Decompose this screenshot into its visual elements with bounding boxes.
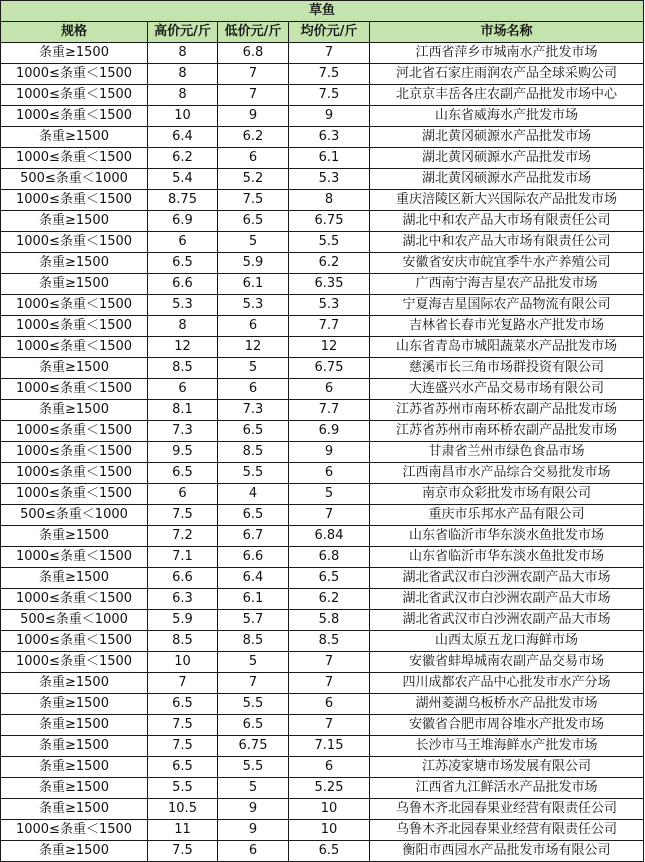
cell-spec: 1000≤条重＜1500 — [1, 631, 148, 652]
cell-avg-price: 8.5 — [289, 631, 370, 652]
cell-market-name: 湖北黄冈硕源水产品批发市场 — [370, 169, 644, 190]
table-row — [1, 652, 644, 673]
table-row — [1, 148, 644, 169]
cell-low-price: 7.3 — [218, 400, 289, 421]
cell-market-name: 山东省临沂市华东淡水鱼批发市场 — [370, 526, 644, 547]
cell-avg-price: 10 — [289, 820, 370, 841]
cell-high-price: 6 — [148, 379, 218, 400]
cell-market-name: 南京市众彩批发市场有限公司 — [370, 484, 644, 505]
table-title: 草鱼 — [1, 1, 644, 22]
cell-market-name: 乌鲁木齐北园春果业经营有限责任公司 — [370, 799, 644, 820]
cell-spec: 1000≤条重＜1500 — [1, 337, 148, 358]
cell-avg-price: 7.7 — [289, 400, 370, 421]
cell-high-price: 8.5 — [148, 631, 218, 652]
cell-high-price: 5.5 — [148, 778, 218, 799]
cell-spec: 1000≤条重＜1500 — [1, 589, 148, 610]
table-row — [1, 463, 644, 484]
cell-spec: 1000≤条重＜1500 — [1, 232, 148, 253]
cell-spec: 1000≤条重＜1500 — [1, 190, 148, 211]
cell-market-name: 北京京丰岳各庄农副产品批发市场中心 — [370, 85, 644, 106]
cell-market-name: 吉林省长春市光复路水产批发市场 — [370, 316, 644, 337]
cell-avg-price: 7 — [289, 43, 370, 64]
cell-avg-price: 7 — [289, 652, 370, 673]
cell-spec: 条重≥1500 — [1, 568, 148, 589]
cell-high-price: 8 — [148, 85, 218, 106]
cell-low-price: 5.5 — [218, 757, 289, 778]
cell-high-price: 8 — [148, 316, 218, 337]
cell-spec: 条重≥1500 — [1, 526, 148, 547]
cell-low-price: 7.5 — [218, 190, 289, 211]
cell-spec: 条重≥1500 — [1, 43, 148, 64]
table-row — [1, 232, 644, 253]
cell-market-name: 湖北中和农产品大市场有限责任公司 — [370, 232, 644, 253]
cell-spec: 条重≥1500 — [1, 715, 148, 736]
table-row — [1, 316, 644, 337]
cell-spec: 1000≤条重＜1500 — [1, 820, 148, 841]
cell-spec: 1000≤条重＜1500 — [1, 148, 148, 169]
cell-avg-price: 6.9 — [289, 421, 370, 442]
cell-market-name: 湖州菱湖乌板桥水产品批发市场 — [370, 694, 644, 715]
table-row — [1, 400, 644, 421]
cell-low-price: 6.5 — [218, 211, 289, 232]
cell-high-price: 7.3 — [148, 421, 218, 442]
cell-market-name: 江西省九江鲜活水产品批发市场 — [370, 778, 644, 799]
cell-low-price: 6 — [218, 379, 289, 400]
cell-avg-price: 6.84 — [289, 526, 370, 547]
table-row — [1, 211, 644, 232]
cell-market-name: 山东省临沂市华东淡水鱼批发市场 — [370, 547, 644, 568]
cell-high-price: 5.4 — [148, 169, 218, 190]
cell-market-name: 江西省萍乡市城南水产批发市场 — [370, 43, 644, 64]
cell-avg-price: 6 — [289, 379, 370, 400]
cell-market-name: 山东省青岛市城阳蔬菜水产品批发市场 — [370, 337, 644, 358]
cell-spec: 1000≤条重＜1500 — [1, 652, 148, 673]
table-row — [1, 820, 644, 841]
cell-low-price: 7 — [218, 673, 289, 694]
cell-high-price: 8 — [148, 64, 218, 85]
cell-spec: 1000≤条重＜1500 — [1, 85, 148, 106]
cell-spec: 条重≥1500 — [1, 757, 148, 778]
cell-spec: 条重≥1500 — [1, 127, 148, 148]
cell-market-name: 大连盛兴水产品交易市场有限公司 — [370, 379, 644, 400]
cell-high-price: 12 — [148, 337, 218, 358]
table-row — [1, 421, 644, 442]
cell-avg-price: 5.3 — [289, 295, 370, 316]
cell-market-name: 乌鲁木齐北园春果业经营有限责任公司 — [370, 820, 644, 841]
cell-low-price: 6.6 — [218, 547, 289, 568]
cell-high-price: 7.5 — [148, 505, 218, 526]
cell-avg-price: 6.3 — [289, 127, 370, 148]
cell-high-price: 8.75 — [148, 190, 218, 211]
cell-low-price: 5.5 — [218, 463, 289, 484]
cell-low-price: 5 — [218, 232, 289, 253]
cell-low-price: 6.4 — [218, 568, 289, 589]
cell-avg-price: 6 — [289, 463, 370, 484]
table-row — [1, 253, 644, 274]
cell-low-price: 5 — [218, 652, 289, 673]
cell-spec: 500≤条重＜1000 — [1, 610, 148, 631]
cell-avg-price: 6.1 — [289, 148, 370, 169]
cell-high-price: 6.2 — [148, 148, 218, 169]
cell-low-price: 12 — [218, 337, 289, 358]
cell-spec: 条重≥1500 — [1, 778, 148, 799]
table-row — [1, 715, 644, 736]
cell-market-name: 衡阳市西园水产品批发市场有限公司 — [370, 841, 644, 862]
cell-high-price: 6.5 — [148, 694, 218, 715]
cell-high-price: 8.5 — [148, 358, 218, 379]
table-row — [1, 190, 644, 211]
cell-high-price: 6.4 — [148, 127, 218, 148]
cell-low-price: 5.7 — [218, 610, 289, 631]
cell-high-price: 5.3 — [148, 295, 218, 316]
cell-low-price: 6.75 — [218, 736, 289, 757]
cell-high-price: 6.5 — [148, 253, 218, 274]
cell-market-name: 重庆涪陵区新大兴国际农产品批发市场 — [370, 190, 644, 211]
cell-high-price: 8 — [148, 43, 218, 64]
cell-avg-price: 8 — [289, 190, 370, 211]
table-body — [1, 43, 644, 862]
cell-high-price: 7.5 — [148, 715, 218, 736]
cell-high-price: 5.9 — [148, 610, 218, 631]
cell-spec: 条重≥1500 — [1, 253, 148, 274]
cell-avg-price: 6.2 — [289, 253, 370, 274]
cell-avg-price: 6.5 — [289, 841, 370, 862]
table-row — [1, 631, 644, 652]
cell-spec: 条重≥1500 — [1, 736, 148, 757]
cell-spec: 500≤条重＜1000 — [1, 505, 148, 526]
cell-high-price: 6.3 — [148, 589, 218, 610]
cell-low-price: 6.5 — [218, 715, 289, 736]
cell-high-price: 6.6 — [148, 568, 218, 589]
table-row — [1, 778, 644, 799]
cell-spec: 条重≥1500 — [1, 274, 148, 295]
cell-market-name: 四川成都农产品中心批发市水产分场 — [370, 673, 644, 694]
cell-avg-price: 6.75 — [289, 358, 370, 379]
table-row — [1, 505, 644, 526]
cell-market-name: 宁夏海吉星国际农产品物流有限公司 — [370, 295, 644, 316]
cell-avg-price: 7.5 — [289, 64, 370, 85]
table-row — [1, 484, 644, 505]
table-row — [1, 64, 644, 85]
cell-avg-price: 6 — [289, 757, 370, 778]
cell-market-name: 湖北省武汉市白沙洲农副产品大市场 — [370, 589, 644, 610]
cell-spec: 1000≤条重＜1500 — [1, 316, 148, 337]
cell-market-name: 湖北省武汉市白沙洲农副产品大市场 — [370, 568, 644, 589]
cell-market-name: 河北省石家庄雨润农产品全球采购公司 — [370, 64, 644, 85]
cell-spec: 1000≤条重＜1500 — [1, 421, 148, 442]
cell-spec: 条重≥1500 — [1, 799, 148, 820]
cell-market-name: 江西南昌市水产品综合交易批发市场 — [370, 463, 644, 484]
table-row — [1, 442, 644, 463]
cell-avg-price: 5.3 — [289, 169, 370, 190]
table-row — [1, 757, 644, 778]
table-row — [1, 673, 644, 694]
cell-avg-price: 7 — [289, 505, 370, 526]
cell-low-price: 6.8 — [218, 43, 289, 64]
cell-spec: 条重≥1500 — [1, 211, 148, 232]
cell-high-price: 6.5 — [148, 463, 218, 484]
cell-low-price: 6.2 — [218, 127, 289, 148]
cell-avg-price: 6.5 — [289, 568, 370, 589]
cell-market-name: 湖北黄冈硕源水产品批发市场 — [370, 127, 644, 148]
cell-market-name: 安徽省蚌埠城南农副产品交易市场 — [370, 652, 644, 673]
cell-avg-price: 7 — [289, 673, 370, 694]
cell-spec: 1000≤条重＜1500 — [1, 64, 148, 85]
cell-market-name: 安徽省合肥市周谷堆水产批发市场 — [370, 715, 644, 736]
table-row — [1, 43, 644, 64]
table-row — [1, 337, 644, 358]
cell-market-name: 慈溪市长三角市场群投资有限公司 — [370, 358, 644, 379]
cell-market-name: 山东省威海水产批发市场 — [370, 106, 644, 127]
column-header-spec: 规格 — [1, 22, 148, 43]
cell-avg-price: 5 — [289, 484, 370, 505]
cell-market-name: 广西南宁海吉星农产品批发市场 — [370, 274, 644, 295]
table-row — [1, 736, 644, 757]
cell-low-price: 4 — [218, 484, 289, 505]
table-row — [1, 841, 644, 862]
cell-spec: 1000≤条重＜1500 — [1, 484, 148, 505]
cell-avg-price: 5.8 — [289, 610, 370, 631]
column-header-market-name: 市场名称 — [370, 22, 644, 43]
column-header-avg-price: 均价元/斤 — [289, 22, 370, 43]
cell-spec: 条重≥1500 — [1, 400, 148, 421]
cell-low-price: 5 — [218, 778, 289, 799]
cell-high-price: 6 — [148, 232, 218, 253]
cell-high-price: 6.5 — [148, 757, 218, 778]
cell-market-name: 安徽省安庆市皖宜季牛水产养殖公司 — [370, 253, 644, 274]
table-row — [1, 85, 644, 106]
cell-market-name: 重庆市乐邦水产品有限公司 — [370, 505, 644, 526]
table-header — [1, 1, 644, 43]
cell-low-price: 6.5 — [218, 421, 289, 442]
cell-market-name: 湖北省武汉市白沙洲农副产品大市场 — [370, 610, 644, 631]
cell-spec: 1000≤条重＜1500 — [1, 463, 148, 484]
cell-low-price: 5.3 — [218, 295, 289, 316]
table-row — [1, 127, 644, 148]
cell-avg-price: 12 — [289, 337, 370, 358]
cell-high-price: 7.5 — [148, 841, 218, 862]
cell-market-name: 长沙市马王堆海鲜水产批发市场 — [370, 736, 644, 757]
cell-market-name: 甘肃省兰州市绿色食品市场 — [370, 442, 644, 463]
table-row — [1, 694, 644, 715]
cell-avg-price: 6.8 — [289, 547, 370, 568]
cell-spec: 500≤条重＜1000 — [1, 169, 148, 190]
cell-spec: 条重≥1500 — [1, 358, 148, 379]
column-header-row — [1, 22, 644, 43]
cell-high-price: 6 — [148, 484, 218, 505]
cell-high-price: 10 — [148, 652, 218, 673]
cell-spec: 1000≤条重＜1500 — [1, 106, 148, 127]
cell-avg-price: 5.25 — [289, 778, 370, 799]
cell-avg-price: 7.5 — [289, 85, 370, 106]
table-row — [1, 610, 644, 631]
cell-high-price: 10.5 — [148, 799, 218, 820]
cell-low-price: 5.2 — [218, 169, 289, 190]
cell-market-name: 江苏凌家塘市场发展有限公司 — [370, 757, 644, 778]
cell-low-price: 9 — [218, 799, 289, 820]
column-header-low-price: 低价元/斤 — [218, 22, 289, 43]
cell-low-price: 9 — [218, 820, 289, 841]
cell-avg-price: 6.35 — [289, 274, 370, 295]
cell-low-price: 6.1 — [218, 589, 289, 610]
cell-high-price: 7.2 — [148, 526, 218, 547]
table-row — [1, 379, 644, 400]
table-row — [1, 169, 644, 190]
cell-spec: 1000≤条重＜1500 — [1, 547, 148, 568]
cell-low-price: 9 — [218, 106, 289, 127]
cell-avg-price: 7.7 — [289, 316, 370, 337]
cell-high-price: 6.9 — [148, 211, 218, 232]
cell-low-price: 5 — [218, 358, 289, 379]
cell-low-price: 5.9 — [218, 253, 289, 274]
cell-high-price: 6.6 — [148, 274, 218, 295]
cell-low-price: 6 — [218, 841, 289, 862]
cell-high-price: 8.1 — [148, 400, 218, 421]
cell-low-price: 6 — [218, 316, 289, 337]
cell-market-name: 湖北中和农产品大市场有限责任公司 — [370, 211, 644, 232]
cell-spec: 1000≤条重＜1500 — [1, 379, 148, 400]
cell-high-price: 10 — [148, 106, 218, 127]
cell-low-price: 7 — [218, 85, 289, 106]
table-row — [1, 799, 644, 820]
cell-high-price: 7.1 — [148, 547, 218, 568]
table-row — [1, 526, 644, 547]
table-row — [1, 568, 644, 589]
cell-avg-price: 10 — [289, 799, 370, 820]
cell-low-price: 6 — [218, 148, 289, 169]
cell-market-name: 江苏省苏州市南环桥农副产品批发市场 — [370, 400, 644, 421]
cell-avg-price: 6.2 — [289, 589, 370, 610]
cell-low-price: 6.1 — [218, 274, 289, 295]
cell-low-price: 6.7 — [218, 526, 289, 547]
cell-spec: 条重≥1500 — [1, 841, 148, 862]
cell-low-price: 7 — [218, 64, 289, 85]
table-row — [1, 295, 644, 316]
table-row — [1, 106, 644, 127]
title-row — [1, 1, 644, 22]
cell-low-price: 8.5 — [218, 442, 289, 463]
cell-market-name: 湖北黄冈硕源水产品批发市场 — [370, 148, 644, 169]
column-header-high-price: 高价元/斤 — [148, 22, 218, 43]
cell-avg-price: 7 — [289, 715, 370, 736]
cell-avg-price: 7.15 — [289, 736, 370, 757]
cell-market-name: 山西太原五龙口海鲜市场 — [370, 631, 644, 652]
table-row — [1, 274, 644, 295]
cell-spec: 1000≤条重＜1500 — [1, 442, 148, 463]
table-row — [1, 547, 644, 568]
cell-spec: 1000≤条重＜1500 — [1, 295, 148, 316]
cell-spec: 条重≥1500 — [1, 694, 148, 715]
cell-avg-price: 9 — [289, 106, 370, 127]
cell-avg-price: 6 — [289, 694, 370, 715]
table-row — [1, 589, 644, 610]
cell-high-price: 7 — [148, 673, 218, 694]
cell-avg-price: 6.75 — [289, 211, 370, 232]
cell-avg-price: 9 — [289, 442, 370, 463]
cell-high-price: 9.5 — [148, 442, 218, 463]
cell-low-price: 6.5 — [218, 505, 289, 526]
cell-low-price: 8.5 — [218, 631, 289, 652]
cell-spec: 条重≥1500 — [1, 673, 148, 694]
cell-market-name: 江苏省苏州市南环桥农副产品批发市场 — [370, 421, 644, 442]
cell-high-price: 7.5 — [148, 736, 218, 757]
table-row — [1, 358, 644, 379]
cell-avg-price: 5.5 — [289, 232, 370, 253]
cell-low-price: 5.5 — [218, 694, 289, 715]
cell-high-price: 11 — [148, 820, 218, 841]
